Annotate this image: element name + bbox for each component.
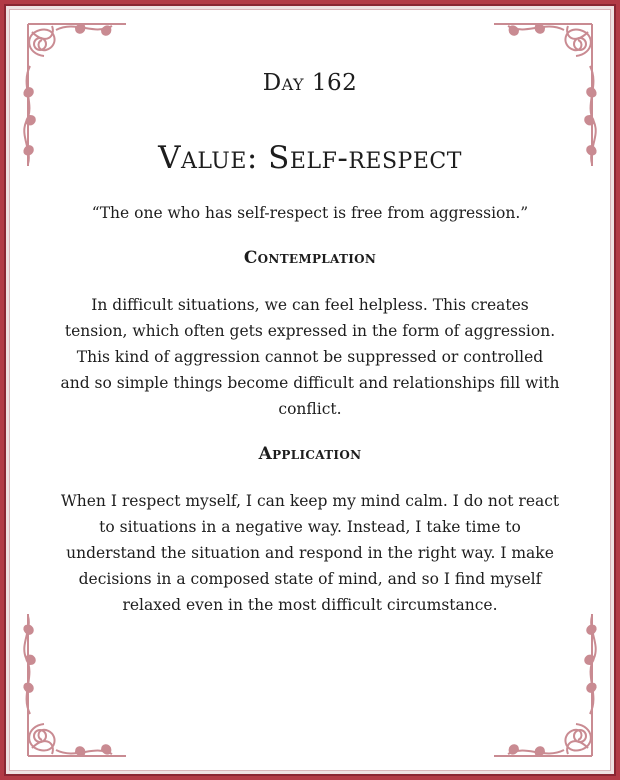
contemplation-text: In difficult situations, we can feel helpless. This creates tension, which often gets expressed in the form of aggression. This kind of aggression cannot be suppressed or controlled and so simple things become difficult and relationships fill with conflict. (60, 296, 560, 418)
page-content (54, 70, 566, 640)
day-label: Day 162 (262, 70, 358, 96)
section-heading-contemplation: Contemplation (243, 248, 377, 268)
application-text: When I respect myself, I can keep my mind calm. I do not react to situations in a negative way. Instead, I take time to understand the situation and respond in the right way. I make decisions in a composed state of mind, and so I find myself relaxed even in the most difficult circumstance. (60, 492, 560, 614)
page-title: Value: Self-respect (158, 140, 462, 176)
quote: “The one who has self-respect is free from aggression.” (91, 204, 529, 222)
section-heading-application: Application (258, 444, 362, 464)
